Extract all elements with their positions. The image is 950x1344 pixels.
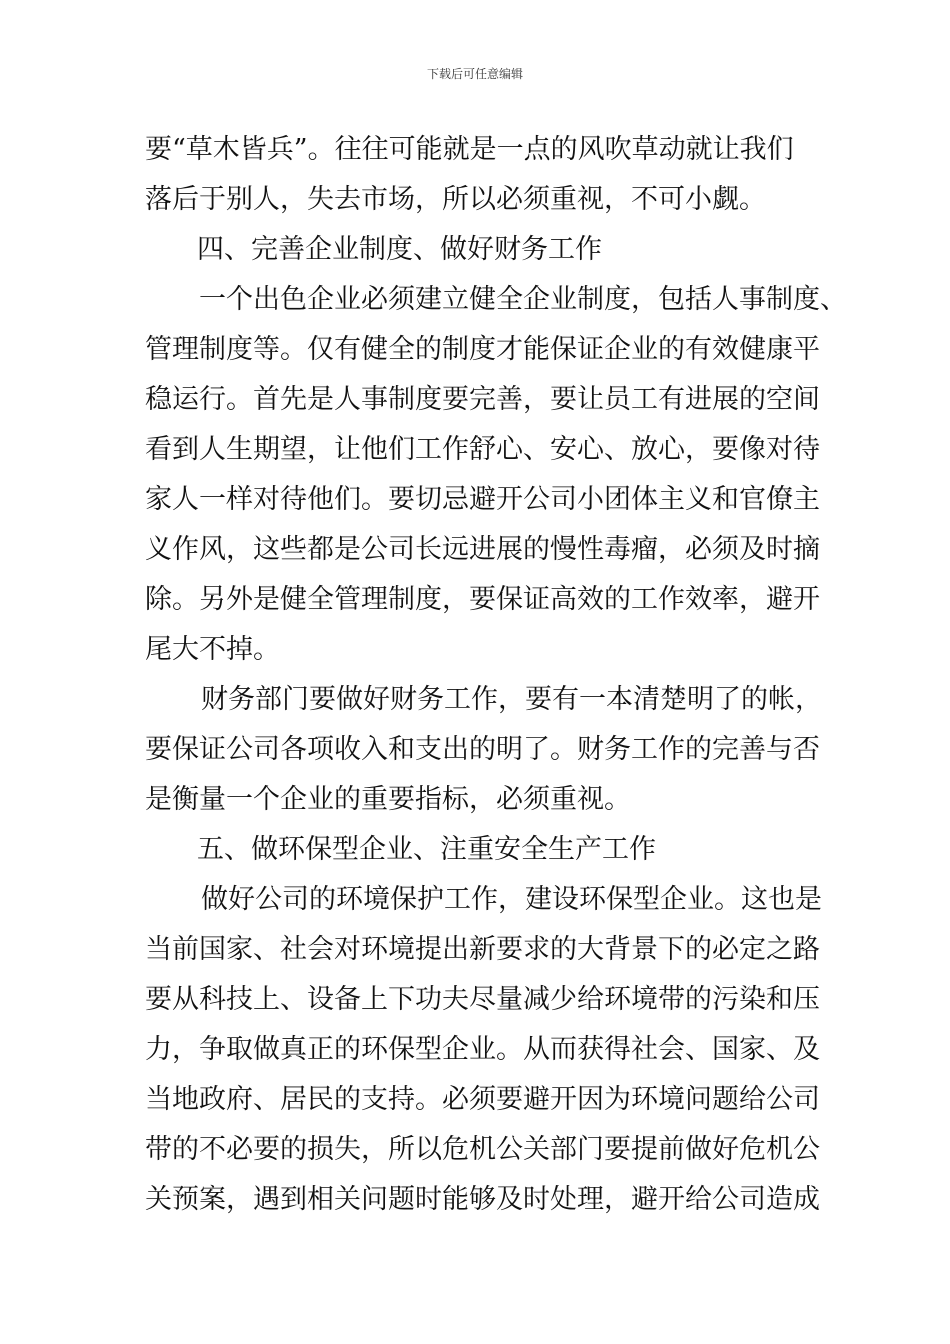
text-line: 当前国家、社会对环境提出新要求的大背景下的必定之路 — [145, 934, 820, 965]
text-line: 一个出色企业必须建立健全企业制度，包括人事制度、 — [199, 284, 847, 315]
text-line: 看到人生期望，让他们工作舒心、安心、放心，要像对待 — [145, 434, 820, 465]
text-line: 是衡量一个企业的重要指标，必须重视。 — [145, 784, 631, 815]
section-heading: 五、做环保型企业、注重安全生产工作 — [197, 834, 656, 865]
text-line: 管理制度等。仅有健全的制度才能保证企业的有效健康平 — [145, 334, 820, 365]
text-line: 要从科技上、设备上下功夫尽量减少给环境带的污染和压 — [145, 984, 820, 1015]
text-line: 做好公司的环境保护工作，建设环保型企业。这也是 — [201, 884, 822, 915]
text-line: 尾大不掉。 — [145, 634, 280, 665]
text-line: 关预案，遇到相关问题时能够及时处理，避开给公司造成 — [145, 1184, 820, 1215]
text-line: 稳运行。首先是人事制度要完善，要让员工有进展的空间 — [145, 384, 820, 415]
text-line: 力，争取做真正的环保型企业。从而获得社会、国家、及 — [145, 1034, 820, 1065]
text-line: 除。另外是健全管理制度，要保证高效的工作效率，避开 — [145, 584, 820, 615]
text-line: 要“草木皆兵”。往往可能就是一点的风吹草动就让我们 — [145, 134, 794, 165]
text-line: 财务部门要做好财务工作，要有一本清楚明了的帐， — [201, 684, 822, 715]
text-line: 带的不必要的损失，所以危机公关部门要提前做好危机公 — [145, 1134, 820, 1165]
text-line: 义作风，这些都是公司长远进展的慢性毒瘤，必须及时摘 — [145, 534, 820, 565]
document-body — [145, 125, 847, 1225]
text-line: 家人一样对待他们。要切忌避开公司小团体主义和官僚主 — [145, 484, 820, 515]
page-header-note: 下载后可任意编辑 — [426, 67, 523, 81]
section-heading: 四、完善企业制度、做好财务工作 — [197, 234, 602, 265]
text-line: 要保证公司各项收入和支出的明了。财务工作的完善与否 — [145, 734, 820, 765]
text-line: 当地政府、居民的支持。必须要避开因为环境问题给公司 — [145, 1084, 820, 1115]
text-line: 落后于别人，失去市场，所以必须重视，不可小觑。 — [145, 184, 766, 215]
